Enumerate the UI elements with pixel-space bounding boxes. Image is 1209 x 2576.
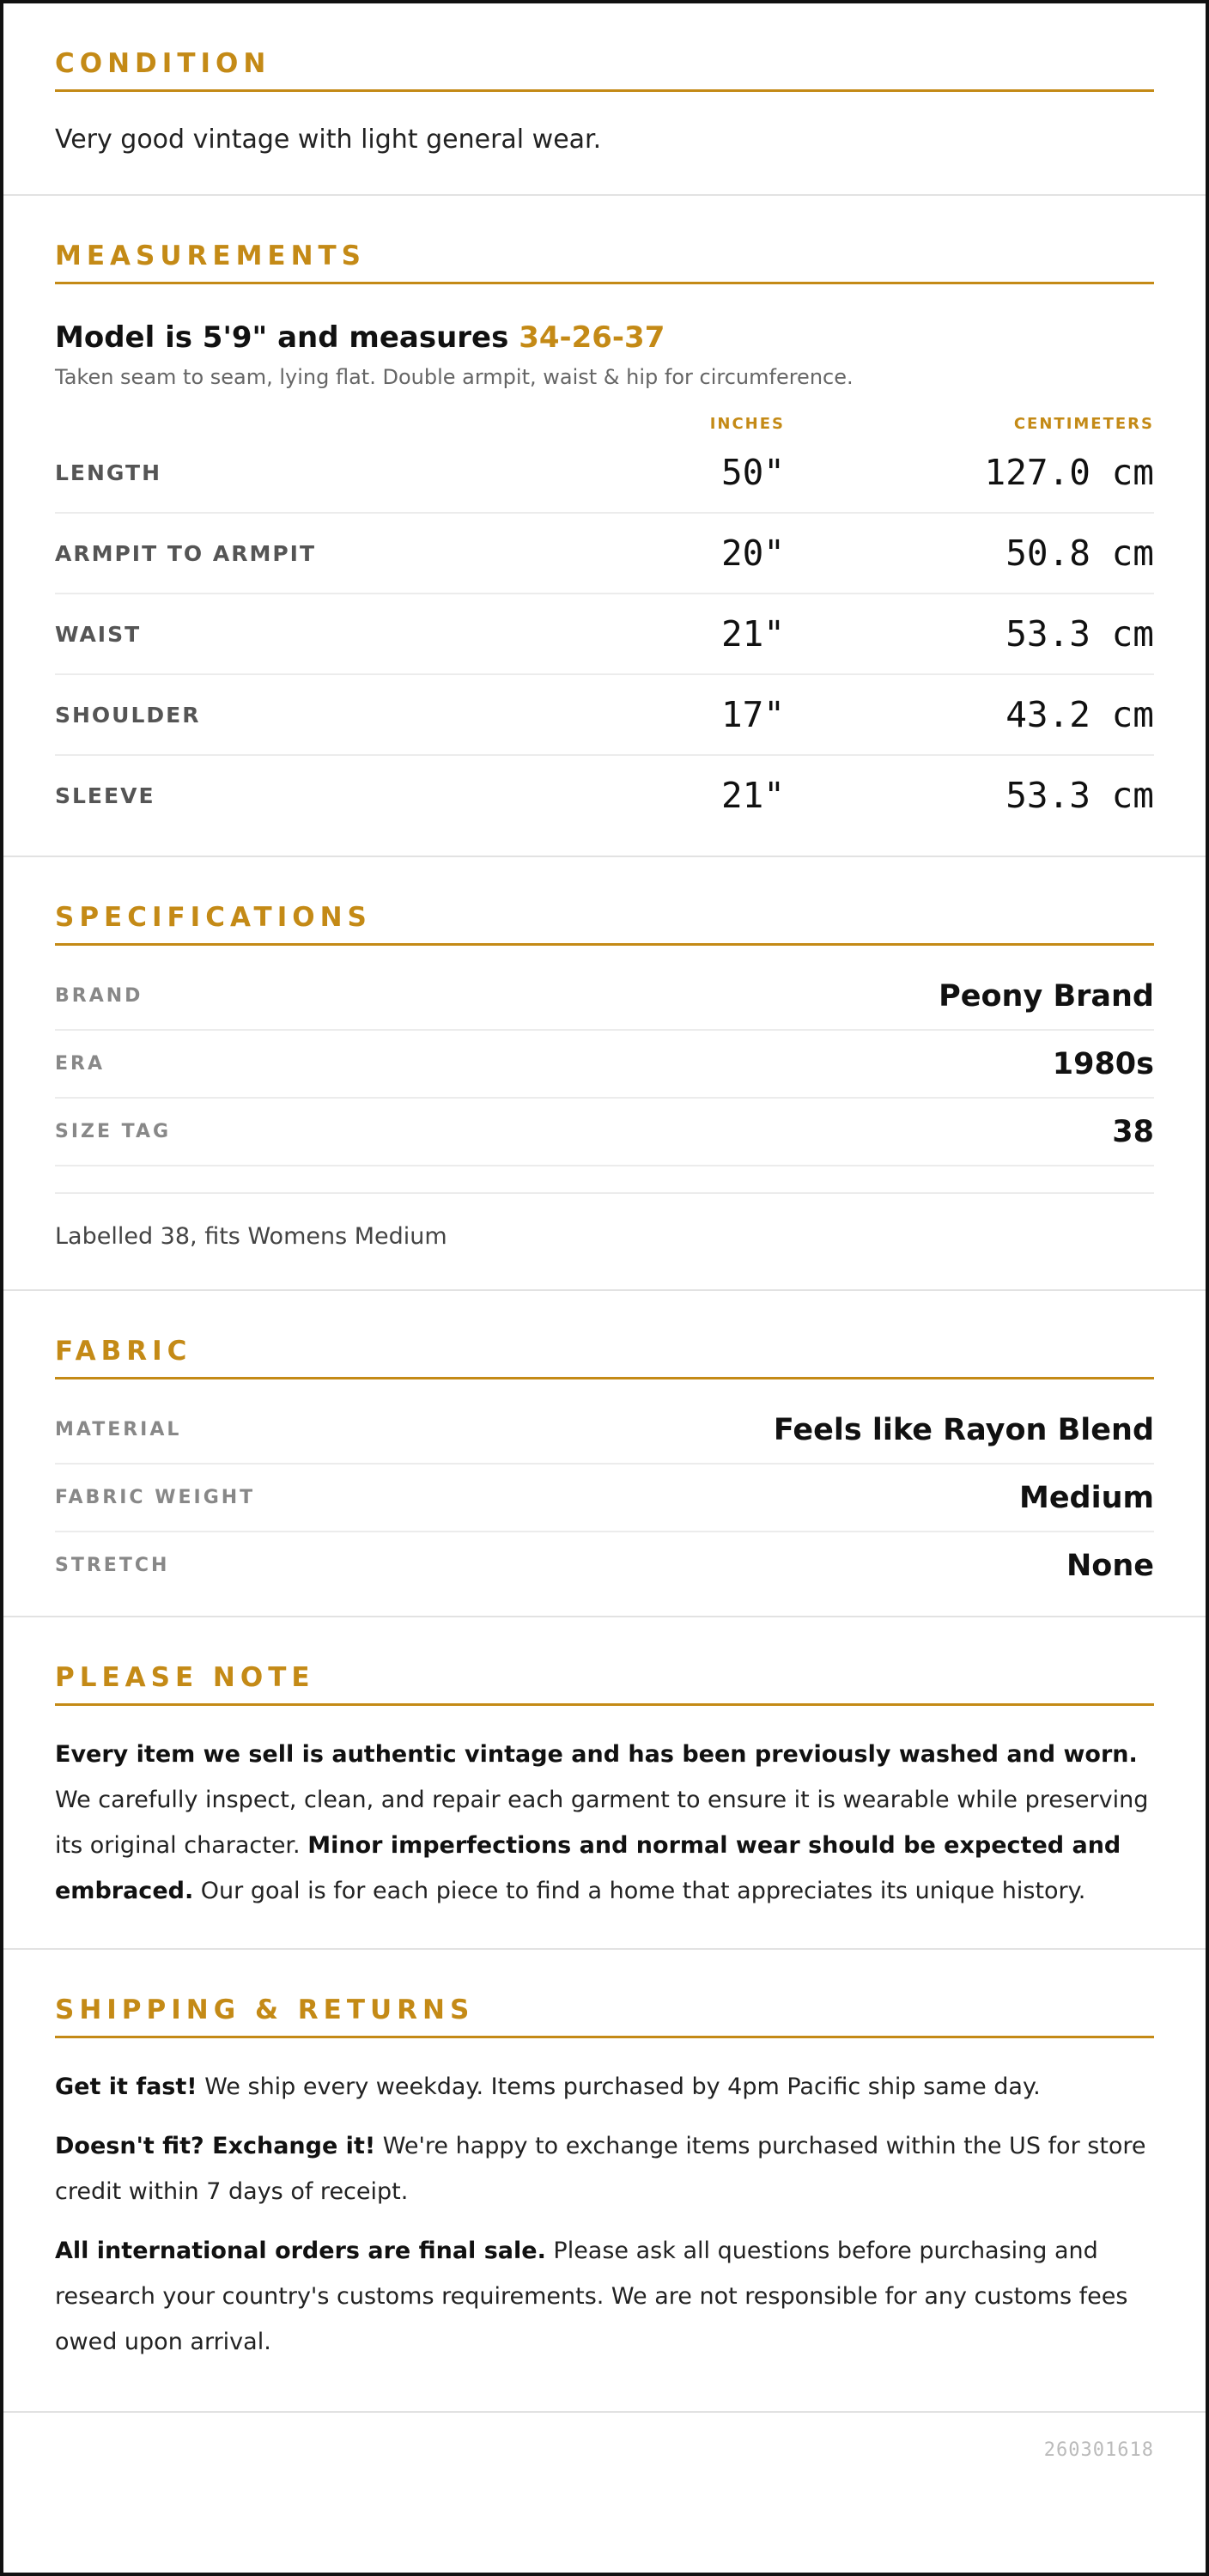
please-note-bold-1: Every item we sell is authentic vintage and has been previously washed and worn. (55, 1741, 1138, 1768)
footer (3, 2413, 1206, 2487)
shipping-paragraph-exchange (55, 2123, 1154, 2214)
measurement-row-waist (55, 594, 1154, 675)
fabric-section (3, 1291, 1206, 1617)
fabric-value: Medium (1018, 1480, 1154, 1515)
measurement-row-armpit-to-armpit (55, 514, 1154, 594)
measurements-section (3, 196, 1206, 857)
please-note-text-1: We carefully inspect, clean, and repair each garment to ensure it is wearable while preserving its original character. (55, 1787, 1149, 1859)
measurement-row-shoulder (55, 675, 1154, 756)
shipping-international-text: Please ask all questions before purchasing and research your country's customs requirements. We are not responsible for any customs fees owed upon arrival. (55, 2238, 1128, 2355)
measurements-heading: MEASUREMENTS (55, 196, 1154, 284)
model-measurements (55, 320, 1154, 355)
spec-row-brand (55, 963, 1154, 1031)
fabric-list (55, 1397, 1154, 1616)
shipping-fast-bold: Get it fast! (55, 2074, 197, 2100)
model-measurements-prefix: Model is 5'9" and measures (55, 320, 519, 355)
shipping-fast-text: We ship every weekday. Items purchased by 4pm Pacific ship same day. (197, 2074, 1041, 2100)
spec-value: 1980s (1052, 1046, 1154, 1081)
measurement-label: WAIST (55, 621, 142, 647)
spec-value: 38 (1112, 1114, 1154, 1149)
model-measurements-value: 34-26-37 (519, 320, 665, 355)
please-note-body (55, 1706, 1154, 1948)
measurement-cm: 50.8 cm (1005, 533, 1154, 574)
measurement-label: LENGTH (55, 460, 161, 485)
measurement-cm: 127.0 cm (984, 452, 1154, 493)
spec-row-size-tag (55, 1099, 1154, 1166)
measurement-label: SHOULDER (55, 702, 201, 728)
fabric-value: Feels like Rayon Blend (773, 1412, 1154, 1447)
shipping-section (3, 1950, 1206, 2413)
product-code: 260301618 (1043, 2439, 1154, 2461)
spec-key: ERA (55, 1053, 105, 1075)
shipping-international-bold: All international orders are final sale. (55, 2238, 546, 2264)
measurement-inches: 21" (720, 613, 785, 655)
shipping-exchange-text: We're happy to exchange items purchased within the US for store credit within 7 days of receipt. (55, 2133, 1146, 2205)
fabric-row-weight (55, 1465, 1154, 1532)
please-note-text-2: Our goal is for each piece to find a home that appreciates its unique history. (193, 1878, 1086, 1904)
condition-section (3, 3, 1206, 196)
fabric-key: STRETCH (55, 1555, 170, 1576)
measurement-inches: 21" (720, 775, 785, 816)
shipping-paragraph-fast (55, 2064, 1154, 2110)
shipping-exchange-bold: Doesn't fit? Exchange it! (55, 2133, 376, 2159)
shipping-paragraph-international (55, 2228, 1154, 2365)
fabric-key: FABRIC WEIGHT (55, 1487, 256, 1508)
measurement-cm: 43.2 cm (1005, 694, 1154, 735)
condition-heading: CONDITION (55, 3, 1154, 92)
inches-column-header: INCHES (709, 415, 785, 433)
fabric-row-material (55, 1397, 1154, 1465)
spec-key: BRAND (55, 985, 143, 1007)
measurements-subtitle: Taken seam to seam, lying flat. Double armpit, waist & hip for circumference. (55, 365, 854, 389)
spec-row-era (55, 1031, 1154, 1099)
size-note: Labelled 38, fits Womens Medium (55, 1192, 1154, 1289)
fabric-heading: FABRIC (55, 1291, 1154, 1379)
measurement-label: SLEEVE (55, 783, 155, 808)
measurement-inches: 17" (720, 694, 785, 735)
spec-value: Peony Brand (939, 978, 1154, 1014)
fabric-key: MATERIAL (55, 1419, 182, 1440)
specifications-list (55, 963, 1154, 1166)
specifications-heading: SPECIFICATIONS (55, 857, 1154, 946)
measurement-inches: 50" (720, 452, 785, 493)
measurements-table (55, 433, 1154, 835)
shipping-body (55, 2038, 1154, 2411)
measurement-inches: 20" (720, 533, 785, 574)
condition-text: Very good vintage with light general wear. (55, 125, 602, 155)
measurement-row-sleeve (55, 756, 1154, 835)
fabric-value: None (1066, 1548, 1154, 1583)
specifications-section (3, 857, 1206, 1291)
centimeters-column-header: CENTIMETERS (1013, 415, 1154, 433)
fabric-row-stretch (55, 1532, 1154, 1599)
please-note-text (55, 1732, 1154, 1914)
measurement-cm: 53.3 cm (1005, 775, 1154, 816)
please-note-section (3, 1617, 1206, 1950)
measurement-row-length (55, 433, 1154, 514)
measurement-label: ARMPIT TO ARMPIT (55, 540, 317, 566)
shipping-heading: SHIPPING & RETURNS (55, 1950, 1154, 2038)
spec-key: SIZE TAG (55, 1121, 172, 1142)
measurement-cm: 53.3 cm (1005, 613, 1154, 655)
measurements-table-header (55, 415, 1154, 433)
please-note-bold-2: Minor imperfections and normal wear should be expected and embraced. (55, 1832, 1121, 1904)
please-note-heading: PLEASE NOTE (55, 1617, 1154, 1706)
